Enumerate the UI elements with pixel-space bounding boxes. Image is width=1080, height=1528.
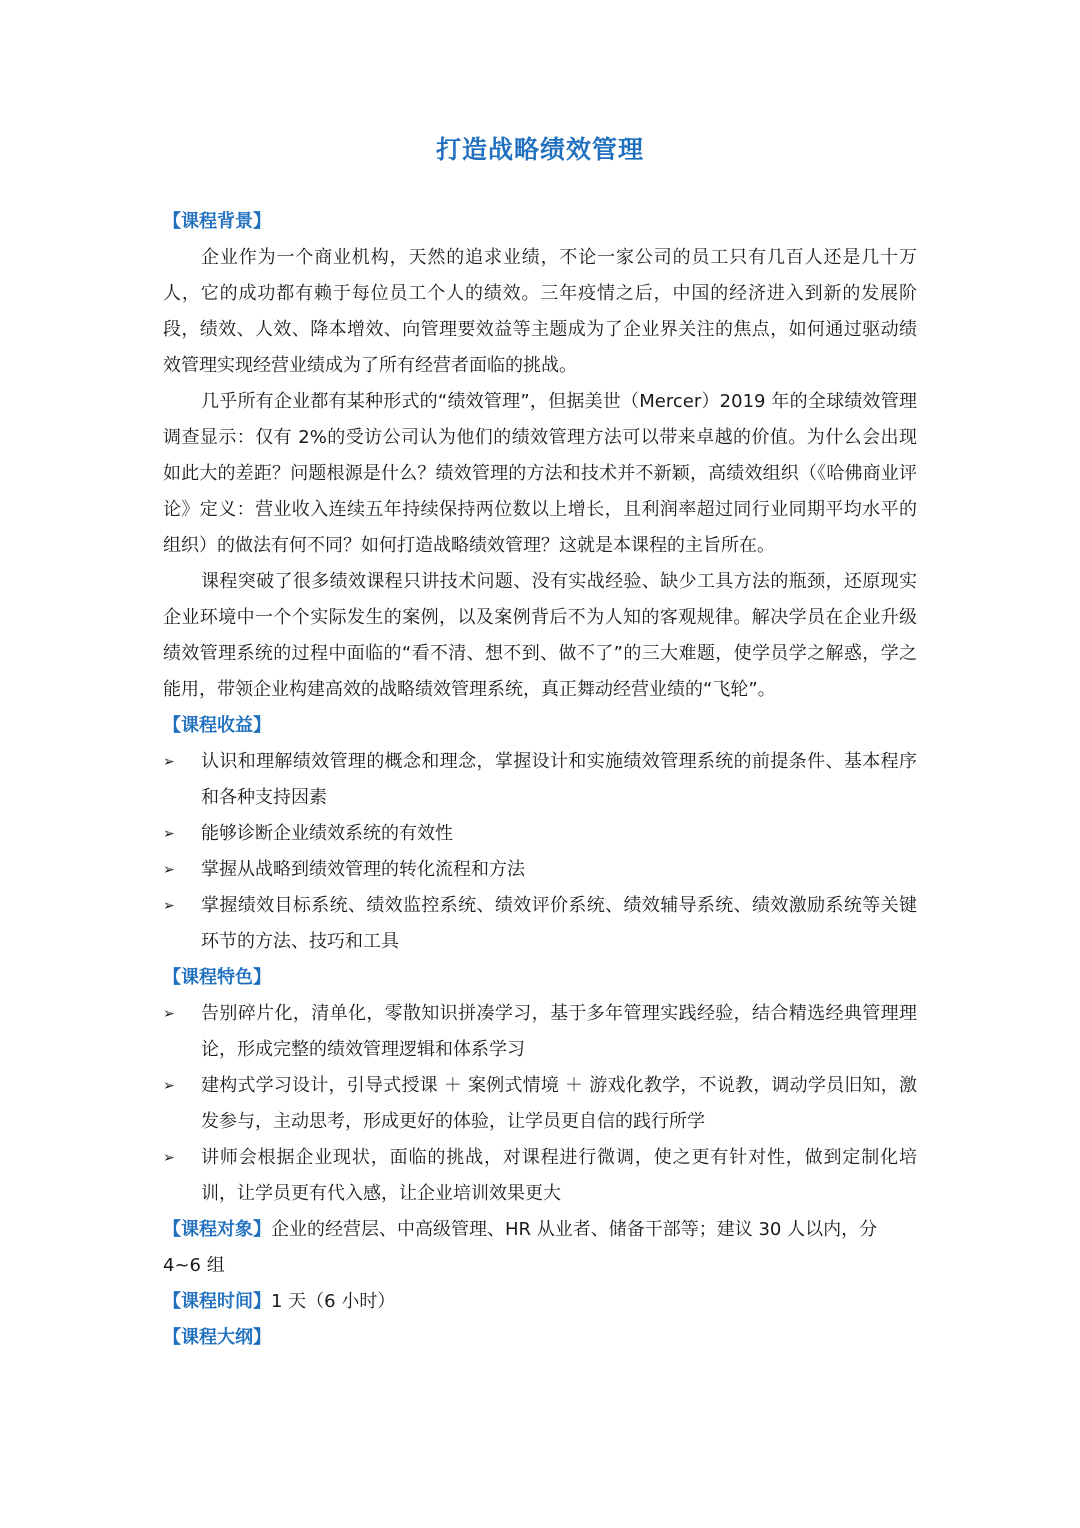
section-heading-audience: 【课程对象】 xyxy=(163,1219,271,1240)
arrow-bullet-icon: ➢ xyxy=(163,826,175,842)
list-item-text: 掌握绩效目标系统、绩效监控系统、绩效评价系统、绩效辅导系统、绩效激励系统等关键环节的方法、技巧和工具 xyxy=(201,895,917,952)
list-item xyxy=(163,816,917,852)
section-features xyxy=(163,960,917,1212)
duration-text: 1 天（6 小时） xyxy=(271,1291,396,1312)
section-heading-features: 【课程特色】 xyxy=(163,967,271,988)
document-title: 打造战略绩效管理 xyxy=(435,135,644,164)
arrow-bullet-icon: ➢ xyxy=(163,1078,175,1094)
list-item-text: 建构式学习设计，引导式授课 ＋ 案例式情境 ＋ 游戏化教学，不说教，调动学员旧知，激发参与，主动思考，形成更好的体验，让学员更自信的践行所学 xyxy=(201,1075,917,1132)
section-heading-outline: 【课程大纲】 xyxy=(163,1327,271,1348)
background-paragraph-1: 企业作为一个商业机构，天然的追求业绩，不论一家公司的员工只有几百人还是几十万人，它的成功都有赖于每位员工个人的绩效。三年疫情之后，中国的经济进入到新的发展阶段，绩效、人效、降本增效、向管理要效益等主题成为了企业界关注的焦点，如何通过驱动绩效管理实现经营业绩成为了所有经营者面临的挑战。 xyxy=(163,247,917,376)
list-item xyxy=(163,1068,917,1140)
background-paragraph-2: 几乎所有企业都有某种形式的“绩效管理”，但据美世（Mercer）2019 年的全球绩效管理调查显示：仅有 2%的受访公司认为他们的绩效管理方法可以带来卓越的价值。为什么会出现如此大的差距？问题根源是什么？绩效管理的方法和技术并不新颖，高绩效组织（《哈佛商业评论》定义：营业收入连续五年持续保持两位数以上增长，且利润率超过同行业同期平均水平的组织）的做法有何不同？如何打造战略绩效管理？这就是本课程的主旨所在。 xyxy=(163,391,917,556)
section-heading-background: 【课程背景】 xyxy=(163,211,271,232)
benefits-list xyxy=(163,744,917,960)
section-background xyxy=(163,204,917,708)
section-heading-duration: 【课程时间】 xyxy=(163,1291,271,1312)
background-paragraph-3: 课程突破了很多绩效课程只讲技术问题、没有实战经验、缺少工具方法的瓶颈，还原现实企业环境中一个个实际发生的案例，以及案例背后不为人知的客观规律。解决学员在企业升级绩效管理系统的过程中面临的“看不清、想不到、做不了”的三大难题，使学员学之解惑，学之能用，带领企业构建高效的战略绩效管理系统，真正舞动经营业绩的“飞轮”。 xyxy=(163,571,917,700)
list-item xyxy=(163,996,917,1068)
arrow-bullet-icon: ➢ xyxy=(163,1006,175,1022)
list-item xyxy=(163,852,917,888)
section-duration xyxy=(163,1284,917,1320)
audience-text: 企业的经营层、中高级管理、HR 从业者、储备干部等；建议 30 人以内，分 4~6 组 xyxy=(163,1219,878,1276)
section-heading-benefits: 【课程收益】 xyxy=(163,715,271,736)
section-audience xyxy=(163,1212,917,1284)
list-item xyxy=(163,888,917,960)
list-item-text: 认识和理解绩效管理的概念和理念，掌握设计和实施绩效管理系统的前提条件、基本程序和各种支持因素 xyxy=(201,751,917,808)
arrow-bullet-icon: ➢ xyxy=(163,1150,175,1166)
list-item-text: 讲师会根据企业现状，面临的挑战，对课程进行微调，使之更有针对性，做到定制化培训，让学员更有代入感，让企业培训效果更大 xyxy=(201,1147,917,1204)
features-list xyxy=(163,996,917,1212)
list-item xyxy=(163,744,917,816)
section-benefits xyxy=(163,708,917,960)
list-item-text: 能够诊断企业绩效系统的有效性 xyxy=(201,823,453,844)
arrow-bullet-icon: ➢ xyxy=(163,862,175,878)
list-item xyxy=(163,1140,917,1212)
arrow-bullet-icon: ➢ xyxy=(163,754,175,770)
list-item-text: 掌握从战略到绩效管理的转化流程和方法 xyxy=(201,859,525,880)
list-item-text: 告别碎片化，清单化，零散知识拼凑学习，基于多年管理实践经验，结合精选经典管理理论，形成完整的绩效管理逻辑和体系学习 xyxy=(201,1003,917,1060)
arrow-bullet-icon: ➢ xyxy=(163,898,175,914)
